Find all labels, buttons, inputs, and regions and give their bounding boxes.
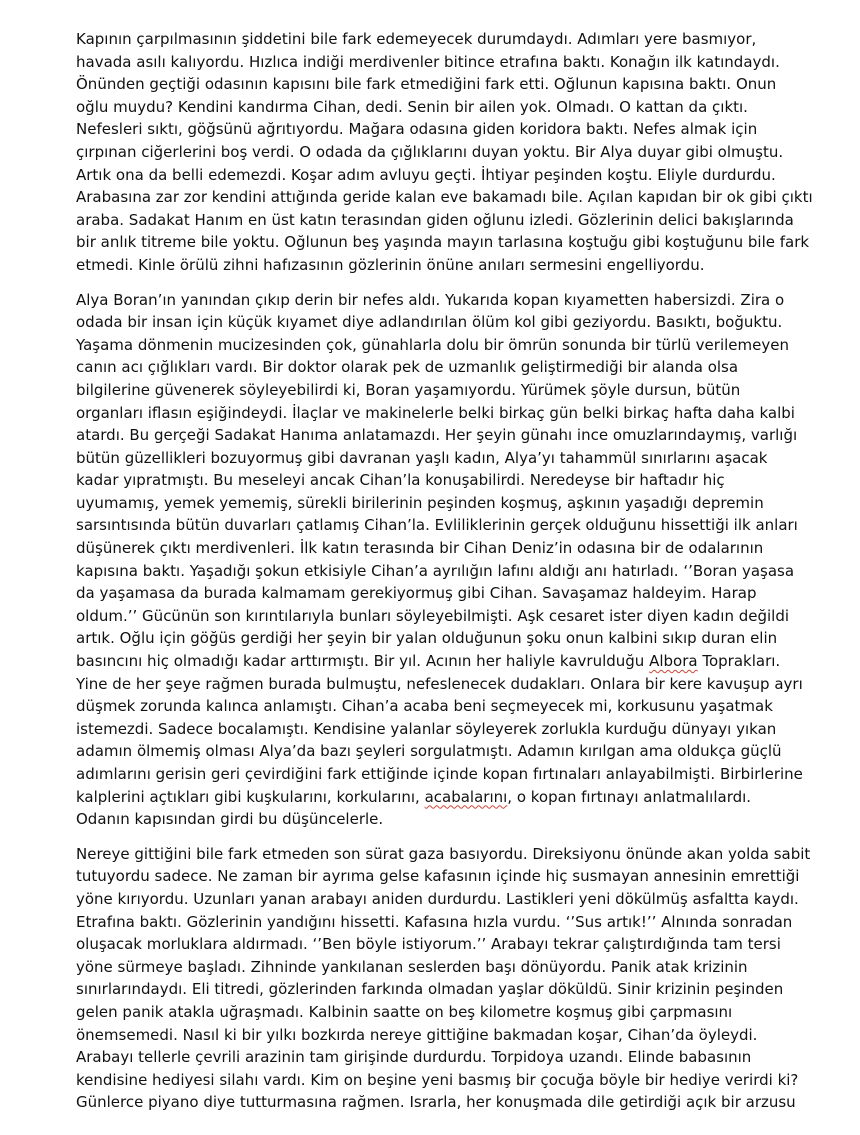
text-line: Arabasına zar zor kendini attığında geride kalan eve bakamadı bile. Açılan kapıdan bir ok gibi çıktı xyxy=(76,188,813,207)
text-line: sarsıntısında bütün duvarları çatlamış Cihan’la. Evliliklerinin gerçek olduğunu hissettiği ilk anları xyxy=(76,516,798,535)
text-segment: basıncını hiç olmadığı kadar arttırmıştı. Bir yıl. Acının her haliyle kavrulduğu xyxy=(76,652,650,671)
text-line: Nereye gittiğini bile fark etmeden son sürat gaza basıyordu. Direksiyonu önünde akan yolda sabit xyxy=(76,844,811,863)
text-line: odada bir insan için küçük kıyamet diye adlandırılan ölüm kol gibi geziyordu. Basıktı, boğuktu. xyxy=(76,313,783,332)
text-line: kendisine hediyesi silahı vardı. Kim on beşine yeni basmış bir çocuğa böyle bir hediye verirdi ki? xyxy=(76,1070,799,1089)
text-line: Alya Boran’ın yanından çıkıp derin bir nefes aldı. Yukarıda kopan kıyametten habersizdi. Zira o xyxy=(76,290,785,309)
text-line: Kapının çarpılmasının şiddetini bile fark edemeyecek durumdaydı. Adımları yere basmıyor, xyxy=(76,30,757,48)
misspelled-word[interactable]: Albora xyxy=(649,652,698,671)
text-line: gelen panik atakla uğraşmadı. Kalbinin saatte on beş kilometre koşmuş gibi çarpmasını xyxy=(76,1002,733,1021)
misspelled-word[interactable]: acabalarını xyxy=(424,787,508,806)
text-line: uyumamış, yemek yememiş, sürekli birilerinin peşinden koşmuş, aşkının yaşadığı depremin xyxy=(76,493,764,512)
text-segment: kalplerini açtıkları gibi kuşkularını, korkularını, xyxy=(76,787,425,806)
text-line: tutuyordu sadece. Ne zaman bir ayrıma gelse kafasının içinde hiç susmayan annesinin emrettiği xyxy=(76,867,800,886)
paragraph-1 xyxy=(76,28,813,277)
text-line xyxy=(76,650,782,673)
text-line: sınırlarındaydı. Eli titredi, gözlerinden farkında olmadan yaşlar döküldü. Sinir krizinin peşinden xyxy=(76,980,784,999)
text-line: yöne kırıyordu. Uzunları yanan arabayı aniden durdurdu. Lastikleri yeni dökülmüş asfaltta kaydı. xyxy=(76,889,799,908)
text-line: Etrafına baktı. Gözlerinin yandığını hissetti. Kafasına hızla vurdu. ‘’Sus artık!’’ Alnında sonradan xyxy=(76,912,793,931)
text-line: Arabayı tellerle çevrili arazinin tam girişinde durdurdu. Torpidoya uzandı. Elinde babasının xyxy=(76,1048,752,1067)
text-line: yöne sürmeye başladı. Zihninde yankılanan seslerden başı dönüyordu. Panik atak krizinin xyxy=(76,957,748,976)
paragraph-2 xyxy=(76,289,803,831)
text-line: Günlerce piyano diye tutturmasına rağmen. Israrla, her konuşmada dile getirdiği açık bir arzusu xyxy=(76,1093,796,1112)
text-line: etmedi. Kinle örülü zihni hafızasının gözlerinin önüne anıları sermesini engelliyordu. xyxy=(76,255,705,274)
text-line: Odanın kapısından girdi bu düşüncelerle. xyxy=(76,810,384,829)
text-line: düşmek zorunda kalınca anlamıştı. Cihan’a acaba beni seçmeyecek mi, korkusunu yaşatmak xyxy=(76,697,773,716)
text-line xyxy=(76,786,782,809)
text-line: oğlu muydu? Kendini kandırma Cihan, dedi. Senin bir ailen yok. Olmadı. O kattan da çıktı. xyxy=(76,97,748,116)
text-line: Yine de her şeye rağmen burada bulmuştu, nefeslenecek dudakları. Onlara bir kere kavuşup ayrı xyxy=(76,674,803,693)
text-line: oluşacak morluklara aldırmadı. ‘’Ben böyle istiyorum.’’ Arabayı tekrar çalıştırdığında tam tersi xyxy=(76,935,781,954)
text-line: da yaşamasa da burada kalmamam gerekiyormuş gibi Cihan. Savaşamaz haldeyim. Harap xyxy=(76,584,757,603)
text-line: bir anlık titreme bile yoktu. Oğlunun beş yaşında mayın tarlasına koştuğu gibi koştuğunu bile fark xyxy=(76,233,810,252)
text-segment: , o kopan fırtınayı anlatmalılardı. xyxy=(507,787,752,806)
text-line: kapısına baktı. Yaşadığı şokun etkisiyle Cihan’a ayrılığın lafını aldığı anı hatırladı. ‘’Boran yaşasa xyxy=(76,561,795,580)
document-page xyxy=(76,28,813,1126)
text-line: adımlarını gerisin geri çevirdiğini fark ettiğinde içinde kopan fırtınaları anlayabilmişti. Birbirlerine xyxy=(76,765,803,783)
text-line: düşünerek çıktı merdivenleri. İlk katın terasında bir Cihan Deniz’in odasına bir de odalarının xyxy=(76,539,764,558)
text-line: artık. Oğlu için göğüs gerdiği her şeyin bir yalan olduğunun şoku onun kalbini sıkıp duran elin xyxy=(76,629,778,648)
text-line: bilgilerine güvenerek söyleyebilirdi ki, Boran yaşamıyordu. Yürümek şöyle dursun, bütün xyxy=(76,380,741,399)
text-segment: Toprakları. xyxy=(697,652,781,671)
text-line: adamın ölmemiş olması Alya’da bazı şeyleri sorgulatmıştı. Adamın kırılgan ama oldukça güçlü xyxy=(76,742,782,761)
text-line: canın acı çığlıkları vardı. Bir doktor olarak pek de uzmanlık geliştirmediği bir alanda olsa xyxy=(76,358,739,377)
text-line: atardı. Bu gerçeği Sadakat Hanıma anlatamazdı. Her şeyin günahı ince omuzlarındaymış, varlığı xyxy=(76,426,798,445)
text-line: organları iflasın eşiğindeydi. İlaçlar ve makinelerle belki birkaç gün belki birkaç hafta daha kalbi xyxy=(76,403,795,422)
text-line: havada asılı kalıyordu. Hızlıca indiği merdivenler bitince etrafına baktı. Konağın ilk katındaydı. xyxy=(76,52,780,71)
text-line: Önünden geçtiği odasının kapısını bile fark etmediğini fark etti. Oğlunun kapısına baktı. Onun xyxy=(76,75,777,94)
text-line: oldum.’’ Gücünün son kırıntılarıyla bunları söyleyebilmişti. Aşk cesaret ister diyen kadın değildi xyxy=(76,606,790,625)
text-line: Artık ona da belli edemezdi. Koşar adım avluyu geçti. İhtiyar peşinden koştu. Eliyle durdurdu. xyxy=(76,165,776,184)
text-line: çırpınan ciğerlerini boş verdi. O odada da çığlıklarını duyan yoktu. Bir Alya duyar gibi olmuştu. xyxy=(76,142,784,161)
text-line: Nefesleri sıktı, göğsünü ağrıtıyordu. Mağara odasına giden koridora baktı. Nefes almak için xyxy=(76,120,758,139)
text-line: kadar yıpratmıştı. Bu meseleyi ancak Cihan’la konuşabilirdi. Neredeyse bir haftadır hiç xyxy=(76,471,725,490)
paragraph-3 xyxy=(76,843,811,1114)
text-line: bütün güzellikleri bozuyormuş gibi davranan yaşlı kadın, Alya’yı tahammül sınırlarını aşacak xyxy=(76,448,768,467)
text-line: önemsemedi. Nasıl ki bir yılkı bozkırda nereye gittiğine bakmadan koşar, Cihan’da öyleydi. xyxy=(76,1025,758,1044)
text-line: istemezdi. Sadece bocalamıştı. Kendisine yalanlar söyleyerek zorlukla kurduğu dünyayı yıkan xyxy=(76,719,777,738)
text-line: araba. Sadakat Hanım en üst katın terasından giden oğlunu izledi. Gözlerinin delici bakışlarında xyxy=(76,210,794,229)
text-line: Yaşama dönmenin mucizesinden çok, günahlarla dolu bir ömrün sonunda bir türlü verilemeyen xyxy=(76,335,789,354)
